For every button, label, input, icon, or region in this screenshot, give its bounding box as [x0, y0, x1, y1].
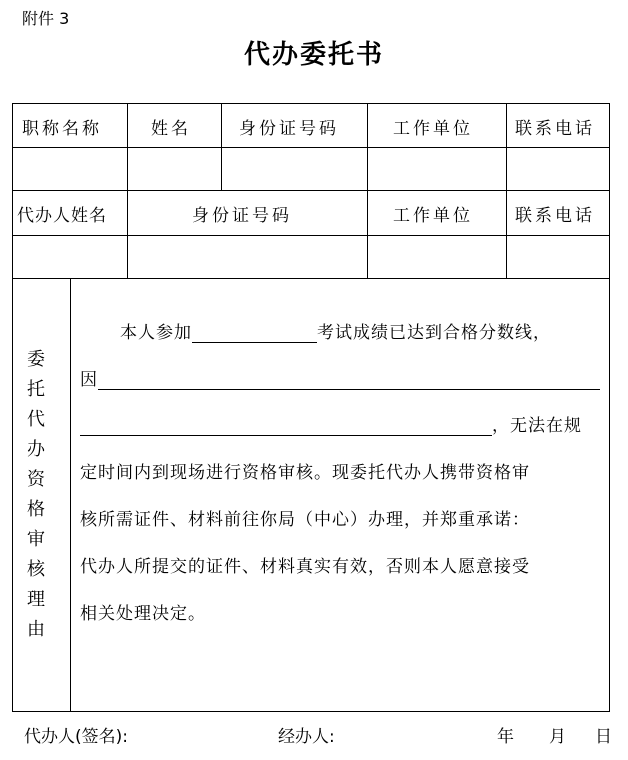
reason-char: 理: [27, 589, 45, 610]
row-divider: [12, 147, 610, 148]
reason-char: 办: [27, 439, 45, 460]
row-divider: [12, 278, 610, 279]
reason-char: 格: [27, 499, 45, 520]
column-divider: [127, 103, 128, 191]
column-divider: [70, 278, 71, 712]
reason-char: 核: [27, 559, 45, 580]
column-divider: [221, 103, 222, 191]
column-divider: [367, 103, 368, 278]
header-agent-work-unit: 工作单位: [393, 206, 473, 226]
reason-char: 由: [27, 619, 45, 640]
reason-char: 资: [27, 469, 45, 490]
reason-char: 委: [27, 349, 45, 370]
column-divider: [506, 103, 507, 278]
row-divider: [12, 235, 610, 236]
body-line-4: 定时间内到现场进行资格审核。现委托代办人携带资格审: [80, 463, 530, 483]
header-agent-name: 代办人姓名: [17, 206, 107, 226]
handler-label: 经办人:: [278, 727, 335, 747]
header-name: 姓名: [151, 119, 191, 139]
row-divider: [12, 190, 610, 191]
body-text: 因: [80, 370, 98, 390]
body-line-3: [80, 411, 582, 436]
reason-blank[interactable]: [98, 369, 600, 390]
body-text: ，无法在规: [492, 416, 582, 436]
reason-char: 代: [27, 409, 45, 430]
reason-char: 审: [27, 529, 45, 550]
body-text: 本人参加: [120, 323, 192, 343]
reason-blank-continued[interactable]: [80, 415, 492, 436]
header-id-number: 身份证号码: [239, 119, 339, 139]
body-line-7: 相关处理决定。: [80, 604, 206, 624]
document-title: 代办委托书: [243, 40, 384, 70]
attachment-label: 附件 3: [22, 9, 70, 28]
exam-name-blank[interactable]: [192, 322, 317, 343]
body-line-5: 核所需证件、材料前往你局（中心）办理，并郑重承诺：: [80, 510, 530, 530]
column-divider: [127, 190, 128, 278]
header-title-name: 职称名称: [22, 119, 102, 139]
header-agent-phone: 联系电话: [515, 206, 595, 226]
body-line-1: [120, 318, 551, 343]
agent-signature-label: 代办人(签名):: [24, 727, 128, 747]
date-month-label: 月: [549, 727, 566, 747]
date-year-label: 年: [497, 727, 514, 747]
date-day-label: 日: [595, 727, 612, 747]
header-agent-id-number: 身份证号码: [192, 206, 292, 226]
body-line-2: [80, 365, 600, 390]
body-line-6: 代办人所提交的证件、材料真实有效，否则本人愿意接受: [80, 557, 530, 577]
header-phone: 联系电话: [515, 119, 595, 139]
body-text: 考试成绩已达到合格分数线，: [317, 323, 551, 343]
header-work-unit: 工作单位: [393, 119, 473, 139]
reason-char: 托: [27, 379, 45, 400]
reason-label-vertical: [18, 345, 54, 645]
